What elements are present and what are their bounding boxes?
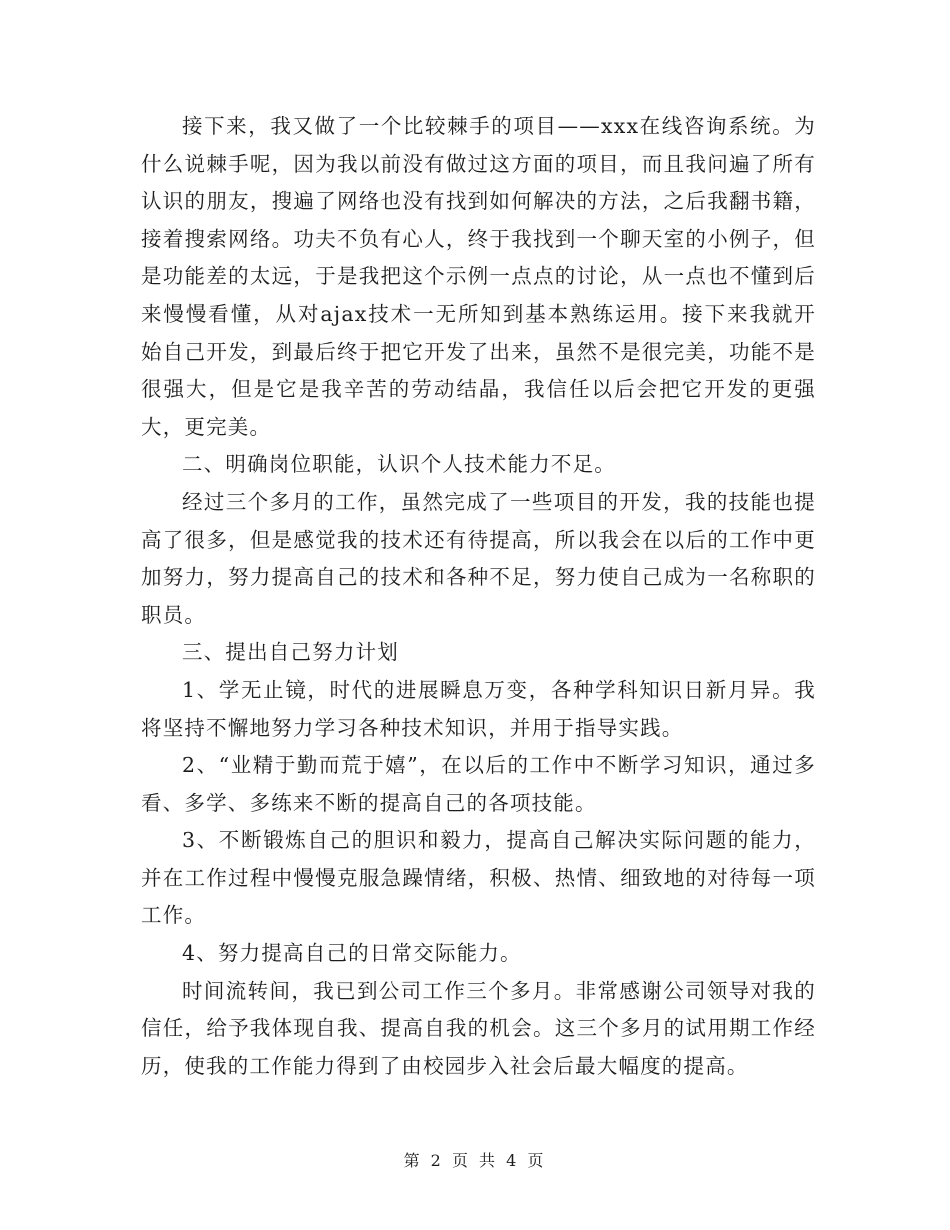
- page-number-footer: 第 2 页 共 4 页: [403, 1151, 547, 1170]
- document-body: [141, 108, 816, 1085]
- section-heading-2: 二、明确岗位职能，认识个人技术能力不足。: [182, 452, 616, 477]
- paragraph-project-story: 接下来，我又做了一个比较棘手的项目——xxx在线咨询系统。为什么说棘手呢，因为我以前没有做过这方面的项目，而且我问遍了所有认识的朋友，搜遍了网络也没有找到如何解决的方法，之后我翻书籍，接着搜索网络。功夫不负有心人，终于我找到一个聊天室的小例子，但是功能差的太远，于是我把这个示例一点点的讨论，从一点也不懂到后来慢慢看懂，从对ajax技术一无所知到基本熟练运用。接下来我就开始自己开发，到最后终于把它开发了出来，虽然不是很完美，功能不是很强大，但是它是我辛苦的劳动结晶，我信任以后会把它开发的更强大，更完美。: [141, 114, 816, 439]
- plan-item-1: 1、学无止镜，时代的进展瞬息万变，各种学科知识日新月异。我将坚持不懈地努力学习各种技术知识，并用于指导实践。: [141, 677, 816, 740]
- paragraph-conclusion: 时间流转间，我已到公司工作三个多月。非常感谢公司领导对我的信任，给予我体现自我、提高自我的机会。这三个多月的试用期工作经历，使我的工作能力得到了由校园步入社会后最大幅度的提高。: [141, 978, 816, 1078]
- plan-item-3: 3、不断锻炼自己的胆识和毅力，提高自己解决实际问题的能力，并在工作过程中慢慢克服急躁情绪，积极、热情、细致地的对待每一项工作。: [141, 828, 816, 928]
- plan-item-4: 4、努力提高自己的日常交际能力。: [182, 941, 522, 966]
- plan-item-2: 2、“业精于勤而荒于嬉”，在以后的工作中不断学习知识，通过多看、多学、多练来不断的提高自己的各项技能。: [141, 753, 816, 815]
- section-heading-3: 三、提出自己努力计划: [182, 640, 399, 665]
- paragraph-skills: 经过三个多月的工作，虽然完成了一些项目的开发，我的技能也提高了很多，但是感觉我的技术还有待提高，所以我会在以后的工作中更加努力，努力提高自己的技术和各种不足，努力使自己成为一名称职的职员。: [141, 489, 816, 627]
